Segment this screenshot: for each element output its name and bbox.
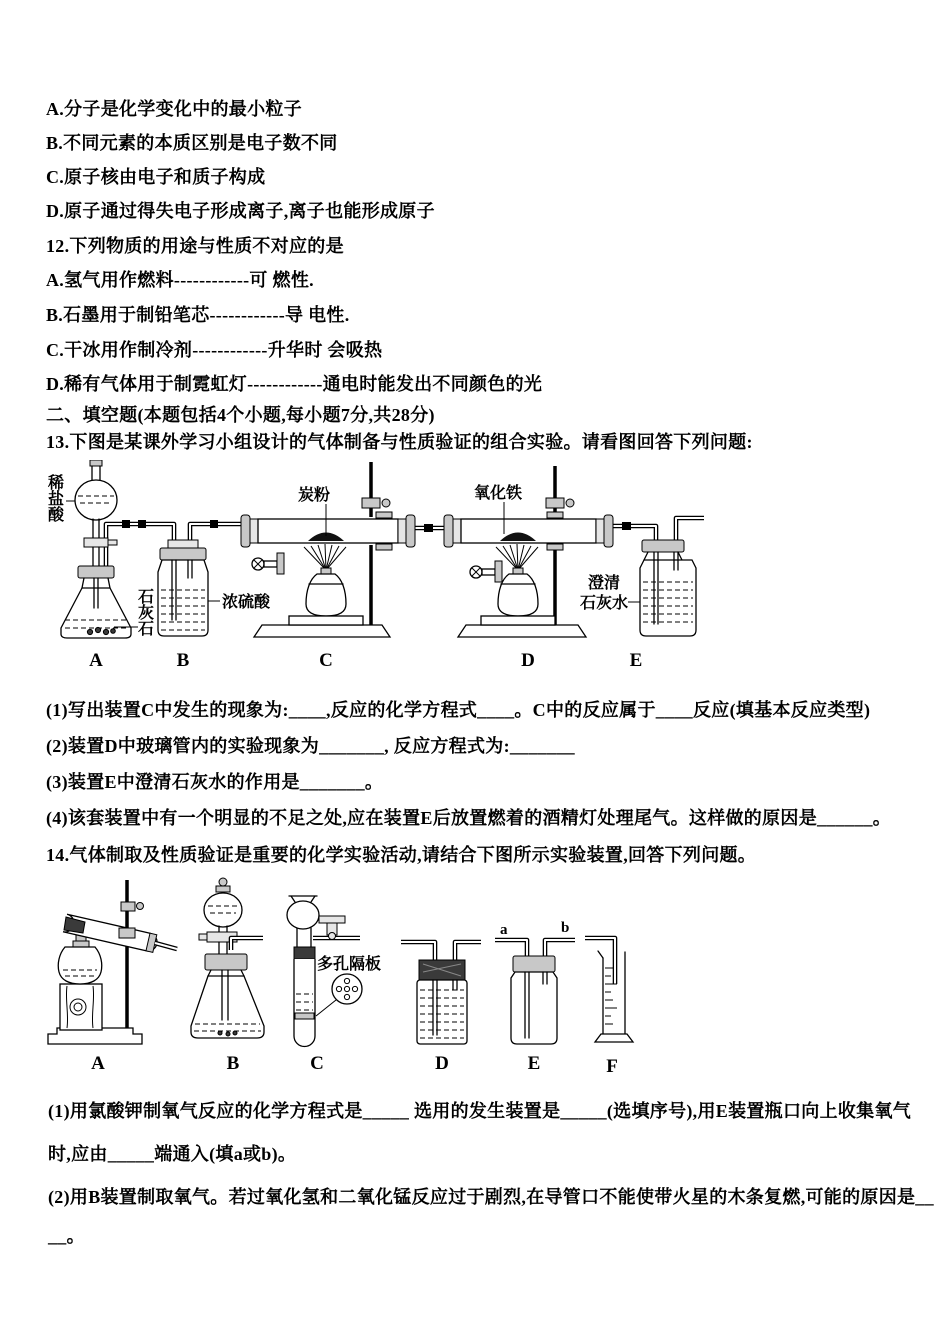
q13-sub-2: (2)装置D中玻璃管内的实验现象为_______, 反应方程式为:_______ [46, 736, 575, 756]
q12-option-b: B.石墨用于制铅笔芯------------导 电性. [46, 305, 350, 325]
q12-stem: 12.下列物质的用途与性质不对应的是 [46, 236, 344, 256]
q14-sub-1a: (1)用氯酸钾制氧气反应的化学方程式是_____ 选用的发生装置是_____(选填序号),用E装置瓶口向上收集氧气 [48, 1101, 912, 1121]
q11-option-b: B.不同元素的本质区别是电子数不同 [46, 133, 338, 153]
q14-apparatus-diagram [45, 872, 670, 1089]
device-b-drying-bottle [158, 540, 208, 636]
label-limestone: 石灰石 [135, 588, 153, 636]
q11-option-d: D.原子通过得失电子形成离子,离子也能形成原子 [46, 201, 435, 221]
device-d-washing-bottle [401, 942, 481, 1044]
device-e-collection-bottle [495, 940, 575, 1044]
label-limewater-1: 澄清 [588, 575, 621, 592]
clamp-screw-d [470, 561, 502, 582]
q14-sub-1b: 时,应由_____端通入(填a或b)。 [48, 1144, 297, 1164]
device-e-limewater-bottle [640, 540, 696, 636]
q14-sub-2a: (2)用B装置制取氧气。若过氧化氢和二氧化锰反应过于剧烈,在导管口不能使带火星的木条复燃,可能的原因是__ [48, 1187, 934, 1207]
label-conc-h2so4: 浓硫酸 [222, 594, 271, 611]
d1-letter-c: C [319, 650, 333, 671]
label-carbon-powder: 炭粉 [298, 487, 331, 504]
wood-block [60, 984, 102, 1030]
q13-sub-3: (3)装置E中澄清石灰水的作用是_______。 [46, 772, 384, 792]
d1-letter-a: A [89, 650, 103, 671]
q12-option-c: C.干冰用作制冷剂------------升华时 会吸热 [46, 340, 383, 360]
q13-sub-1: (1)写出装置C中发生的现象为:____,反应的化学方程式____。C中的反应属于____反应(填基本反应类型) [46, 700, 871, 720]
q12-option-a: A.氢气用作燃料------------可 燃性. [46, 270, 314, 290]
d2-letter-e: E [527, 1053, 541, 1074]
label-porous-plate: 多孔隔板 [317, 956, 382, 973]
q13-apparatus-diagram [38, 460, 710, 677]
label-dilute-hcl: 稀盐酸 [45, 474, 63, 522]
q14-sub-2b: __。 [48, 1226, 85, 1246]
section2-heading: 二、填空题(本题包括4个小题,每小题7分,共28分) [46, 405, 435, 425]
d1-letter-b: B [176, 650, 190, 671]
q11-option-c: C.原子核由电子和质子构成 [46, 167, 266, 187]
alcohol-lamp-c [289, 544, 363, 625]
q12-option-d: D.稀有气体用于制霓虹灯------------通电时能发出不同颜色的光 [46, 374, 543, 394]
d1-letter-d: D [521, 650, 535, 671]
d1-letter-e: E [629, 650, 643, 671]
clamp-screw-c [252, 553, 284, 574]
d2-letter-a: A [91, 1053, 105, 1074]
device-a-solid-heating [48, 880, 177, 1044]
alcohol-lamp-d [481, 544, 555, 625]
d2-letter-f: F [606, 1056, 618, 1077]
porous-plate-magnifier [316, 974, 362, 1016]
device-a-gas-generator [61, 460, 131, 638]
q13-stem: 13.下图是某课外学习小组设计的气体制备与性质验证的组合实验。请看图回答下列问题: [46, 432, 753, 452]
d2-letter-c: C [310, 1053, 324, 1074]
label-limewater-2: 石灰水 [580, 595, 629, 612]
device-f-graduated-cylinder [585, 938, 633, 1042]
label-port-b: b [561, 920, 570, 936]
d2-letter-d: D [435, 1053, 449, 1074]
label-iron-oxide: 氧化铁 [474, 485, 523, 502]
q14-stem: 14.气体制取及性质验证是重要的化学实验活动,请结合下图所示实验装置,回答下列问题。 [46, 845, 757, 865]
q13-sub-4: (4)该套装置中有一个明显的不足之处,应在装置E后放置燃着的酒精灯处理尾气。这样做的原因是______。 [46, 808, 892, 828]
label-port-a: a [500, 922, 508, 938]
device-b-flask-generator [191, 878, 264, 1038]
q11-option-a: A.分子是化学变化中的最小粒子 [46, 99, 302, 119]
d2-letter-b: B [226, 1053, 240, 1074]
